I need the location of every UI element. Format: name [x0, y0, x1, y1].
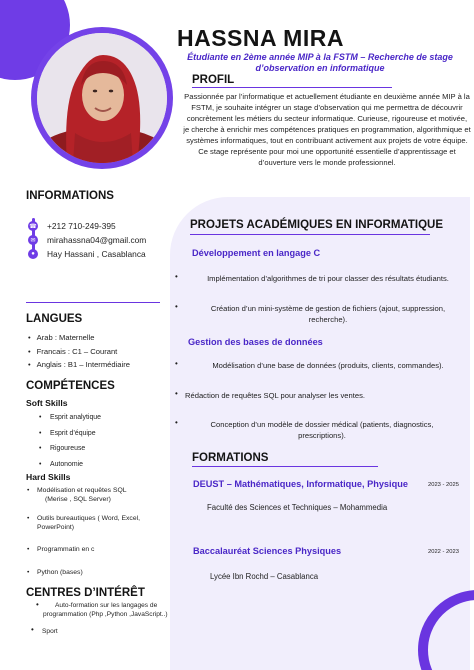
- bullet: •: [31, 625, 34, 634]
- info-phone: [28, 220, 116, 232]
- profil-text: Passionnée par l’informatique et actuellement étudiante en deuxième année MIP à la FSTM, je souhaite intégrer un stage d’observation qui me permettra de découvrir concrètement les métiers du secteur informatique. Curieuse, rigoureuse et motivée, je cherche à enrichir mes compétences pratiques en programmation, algorithmique et systèmes informatiques, tout en contribuant activement aux projets de votre équipe. Ce stage représente pour moi une opportunité essentielle d’apprentissage et d’ouverture vers le monde professionnel.: [183, 92, 471, 167]
- left-divider: [26, 302, 160, 303]
- project-item: Modélisation d’une base de données (produits, clients, commandes).: [212, 361, 444, 370]
- location-icon: ●: [28, 249, 38, 259]
- phone-text: +212 710-249-395: [47, 221, 116, 231]
- hard-skill-item: • Programmatin en c: [27, 545, 94, 554]
- bullet: •: [175, 359, 178, 368]
- info-email: [28, 234, 146, 246]
- headline: Étudiante en 2ème année MIP à la FSTM – Recherche de stage d’observation en informatique: [187, 52, 453, 73]
- phone-icon: ☎: [28, 221, 38, 231]
- project-item: Création d’un mini-système de gestion de fichiers (ajout, suppression, recherche).: [210, 304, 446, 324]
- profile-photo-illustration: [37, 33, 167, 163]
- dev-c-title: Développement en langage C: [192, 248, 321, 258]
- bullet: •: [175, 389, 178, 398]
- soft-skills-list: [38, 410, 101, 472]
- langues-title: LANGUES: [26, 313, 83, 325]
- formations-divider: [192, 466, 378, 467]
- email-icon: ✉: [28, 235, 38, 245]
- formation-school: Faculté des Sciences et Techniques – Mohammedia: [207, 503, 388, 512]
- interest-item: Auto-formation sur les langages de: [55, 602, 158, 609]
- list-item: • Autonomie: [38, 457, 101, 473]
- location-text: Hay Hassani , Casablanca: [47, 249, 146, 259]
- formation-years: 2022 - 2023: [428, 549, 459, 555]
- candidate-name: HASSNA MIRA: [177, 25, 344, 51]
- bullet: •: [175, 302, 178, 311]
- project-item: Implémentation d’algorithmes de tri pour classer des résultats étudiants.: [207, 274, 449, 283]
- projets-title: PROJETS ACADÉMIQUES EN INFORMATIQUE: [190, 219, 444, 231]
- interest-item: Sport: [42, 628, 58, 635]
- list-item: • Arab : Maternelle: [28, 331, 130, 345]
- list-item: • Esprit analytique: [38, 410, 101, 426]
- list-item: • Francais : C1 – Courant: [28, 345, 130, 359]
- formations-title: FORMATIONS: [192, 452, 269, 464]
- hard-skill-item: • Outils bureautiques ( Word, Excel, PowerPoint): [27, 514, 140, 532]
- soft-skills-title: Soft Skills: [26, 398, 68, 408]
- profil-title: PROFIL: [192, 74, 235, 86]
- bullet: •: [175, 418, 178, 427]
- db-title: Gestion des bases de données: [188, 337, 323, 347]
- langues-list: [28, 331, 130, 372]
- hard-skill-item: • Modélisation et requêtes SQL (Merise , SQL Server): [27, 486, 127, 504]
- formation-degree: Baccalauréat Sciences Physiques: [193, 546, 342, 556]
- informations-title: INFORMATIONS: [26, 190, 114, 202]
- project-item: Rédaction de requêtes SQL pour analyser les ventes.: [185, 391, 365, 400]
- profile-photo: [37, 33, 167, 163]
- hard-skills-title: Hard Skills: [26, 472, 71, 482]
- bullet: •: [36, 600, 39, 609]
- email-text: mirahassna04@gmail.com: [47, 235, 147, 245]
- info-location: [28, 248, 146, 260]
- list-item: • Esprit d’équipe: [38, 426, 101, 442]
- projets-divider: [190, 234, 430, 235]
- bullet: •: [175, 272, 178, 281]
- profil-divider: [192, 87, 392, 88]
- formation-school: Lycée Ibn Rochd – Casablanca: [210, 572, 319, 581]
- formation-degree: DEUST – Mathématiques, Informatique, Physique: [193, 479, 408, 489]
- hard-skill-item: • Python (bases): [27, 568, 83, 577]
- formation-years: 2023 - 2025: [428, 482, 459, 488]
- interest-item-continuation: programmation (Php ,Python ,JavaScript..): [43, 611, 168, 618]
- competences-title: COMPÉTENCES: [26, 380, 115, 392]
- project-item: Conception d’un modèle de dossier médical (patients, diagnostics, prescriptions).: [210, 420, 434, 440]
- list-item: • Rigoureuse: [38, 441, 101, 457]
- list-item: • Anglais : B1 – Intermédiaire: [28, 358, 130, 372]
- interets-title: CENTRES D’INTÉRÊT: [26, 587, 145, 599]
